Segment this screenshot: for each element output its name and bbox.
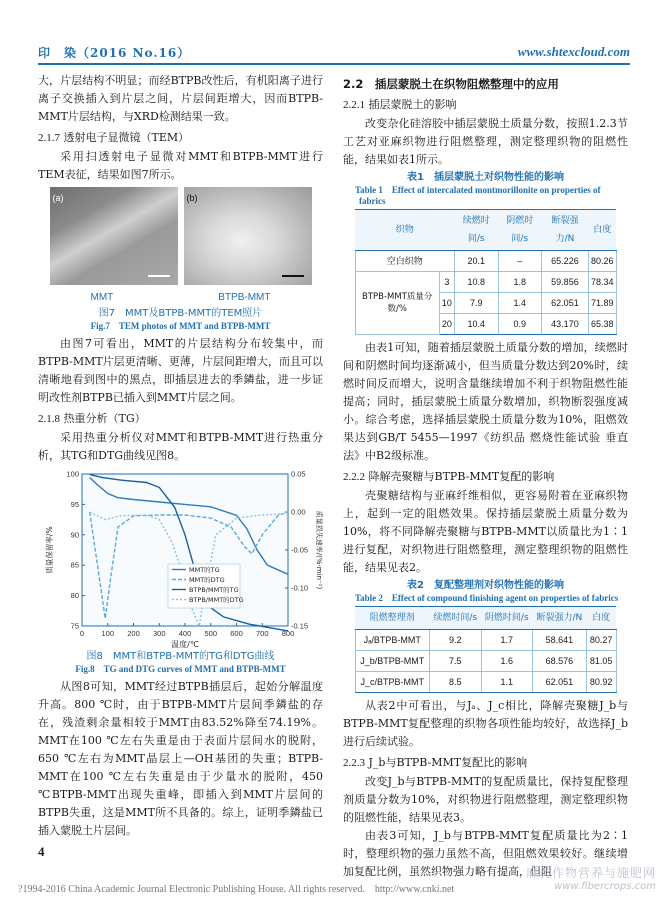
- figure-caption: 图8 MMT和BTPB-MMT的TG和DTG曲线: [86, 651, 275, 662]
- header-divider: [38, 63, 630, 65]
- table-cell: 71.89: [588, 293, 616, 314]
- panel-tag: (b): [186, 193, 198, 203]
- tem-photo-btpb-mmt: [184, 187, 312, 285]
- table-cell: –: [498, 251, 541, 272]
- section-title: J_b与BTPB-MMT复配比的影响: [368, 756, 528, 769]
- watermark-cn: 麻类作物营养与施肥网: [525, 866, 656, 880]
- table-cell: 1.6: [481, 651, 533, 672]
- y-left-tick-label: 85: [70, 560, 79, 570]
- paragraph: 大，片层结构不明显；而经BTPB改性后，有机阳离子进行离子交换插入到片层之间，片层间距增大，因而BTPB-MMT片层结构，与XRD检测结果一致。: [38, 74, 323, 123]
- y-right-tick-label: -0.10: [291, 583, 309, 593]
- table-header: 断裂强力/N: [541, 210, 588, 251]
- table-cell: 9.2: [430, 630, 482, 651]
- x-tick-label: 400: [178, 629, 192, 638]
- table-cell: 7.9: [454, 293, 498, 314]
- table-cell: 1.7: [481, 630, 533, 651]
- tem-labels: [38, 289, 323, 307]
- table-cell: 78.34: [588, 272, 616, 293]
- table-group-label: BTPB-MMT质量分数/%: [355, 272, 439, 335]
- x-tick-label: 500: [204, 629, 218, 638]
- y-left-tick-label: 75: [70, 621, 79, 631]
- paragraph: 壳聚糖结构与亚麻纤维相似，更容易附着在亚麻织物上，起到一定的阻燃效果。保持插层蒙脱土质量分数为10%，将不同降解壳聚糖与BTPB-MMT以质量比为1∶1进行复配，对织物进行阻燃整理，测定整理织物的阻燃性能，结果见表2。: [343, 489, 628, 574]
- paragraph: 由表1可知，随着插层蒙脱土质量分数的增加，续燃时间和阴燃时间均逐渐减小，但当质量分数达到20%时，续燃时间反而增大，说明含量继续增加不利于织物阻燃性能提高；同时，插层蒙脱土质量分数增加，织物断裂强度减小。综合考虑，选择插层蒙脱土质量分数为10%，阻燃效果达到GB/T 5455—1997《纺织品 燃烧性能试验 垂直法》中B2级标准。: [343, 341, 628, 462]
- table-caption: 表1 插层蒙脱土对织物性能的影响: [407, 172, 564, 183]
- legend-entry: MMT的DTG: [189, 576, 225, 584]
- section-heading: [38, 129, 323, 147]
- table-cell: 65.226: [541, 251, 588, 272]
- panel-tag: (a): [52, 193, 64, 203]
- y-right-tick-label: -0.05: [291, 545, 309, 555]
- copyright-notice: ?1994-2016 China Academic Journal Electronic Publishing House. All rights reserved. http://www.cnki.net: [18, 884, 455, 895]
- scale-bar: [282, 275, 304, 277]
- section-heading: [38, 410, 323, 428]
- table-cell: 0.9: [498, 314, 541, 335]
- y-left-tick-label: 80: [70, 591, 79, 601]
- figure-7: [38, 187, 323, 332]
- table-cell: 1.4: [498, 293, 541, 314]
- table-cell: 10.4: [454, 314, 498, 335]
- table-row: [355, 672, 616, 693]
- section-number: 2.1.7: [38, 132, 60, 144]
- table-header: 阴燃时间/s: [481, 607, 533, 630]
- section-title: 热重分析（TG）: [63, 412, 146, 425]
- paragraph: 由表3可知，J_b与BTPB-MMT复配质量比为2∶1时，整理织物的强力虽然不高，但阻燃效果较好。继续增加复配比例，虽然织物强力略有提高，但阻: [343, 829, 628, 878]
- tg-dtg-chart: [38, 468, 323, 650]
- table-cell: 81.05: [586, 651, 616, 672]
- section-number: 2.2.3: [343, 757, 365, 769]
- table-cell: 58.641: [533, 630, 587, 651]
- tg-dtg-chart-svg: [38, 468, 323, 650]
- x-tick-label: 100: [101, 629, 115, 638]
- table-cell: 7.5: [430, 651, 482, 672]
- section-number: 2.2.2: [343, 471, 365, 483]
- table-cell: 8.5: [430, 672, 482, 693]
- table-cell: 10: [439, 293, 454, 314]
- paragraph: 采用热重分析仪对MMT和BTPB-MMT进行热重分析，其TG和DTG曲线见图8。: [38, 431, 323, 462]
- table-header: 织物: [355, 210, 454, 251]
- y-right-tick-label: 0.00: [291, 507, 306, 517]
- table-cell: 1.8: [498, 272, 541, 293]
- section-heading: [343, 468, 628, 486]
- tem-label: BTPB-MMT: [218, 292, 271, 303]
- section-title: 透射电子显微镜（TEM）: [63, 131, 190, 144]
- journal-header: 印 染（2016 No.16）: [38, 46, 191, 60]
- x-tick-label: 600: [230, 629, 243, 638]
- scale-bar: [148, 275, 170, 277]
- paragraph: 从图8可知，MMT经过BTPB插层后，起始分解温度升高。800 ℃时，由于BTPB-MMT片层间季鏻盐的存在，残渣剩余量相较于MMT由83.52%降至74.19%。MMT在100 ℃左右失重是由于表面片层间水的脱附，650 ℃左右为MMT晶层上—OH基团的失重；BTPB-MMT在100 ℃左右失重是由于少量水的脱附，450 ℃BTPB-MMT出现失重峰，即插入到MMT片层间的BTPB失重，这是MMT所不具备的。综上，证明季鏻盐已插入蒙脱土片层间。: [38, 680, 323, 837]
- table-cell: 20: [439, 314, 454, 335]
- paragraph: 改变杂化硅溶胶中插层蒙脱土质量分数，按照1.2.3节工艺对亚麻织物进行阻燃整理，测定整理织物的阻燃性能，结果如表1所示。: [343, 117, 628, 166]
- table-row: [355, 651, 616, 672]
- table-caption-en: Table 1 Effect of intercalated montmorillonite on properties of fabrics: [355, 185, 601, 206]
- x-tick-label: 700: [255, 629, 269, 638]
- table-cell: J_c/BTPB-MMT: [355, 672, 430, 693]
- table-caption: 表2 复配整理剂对织物性能的影响: [407, 580, 564, 591]
- section-heading: [343, 96, 628, 114]
- figure-caption: 图7 MMT及BTPB-MMT的TEM照片: [98, 308, 263, 319]
- table-cell: 80.26: [588, 251, 616, 272]
- legend-entry: BTPB/MMT的TG: [189, 586, 239, 594]
- table-cell: 65.38: [588, 314, 616, 335]
- table-cell: 62.051: [533, 672, 587, 693]
- table-cell: 20.1: [454, 251, 498, 272]
- table-row: [355, 630, 616, 651]
- figure-caption-en: Fig.7 TEM photos of MMT and BTPB-MMT: [90, 321, 271, 331]
- figure-8: [38, 468, 323, 675]
- x-axis-label: 温度/℃: [171, 640, 199, 649]
- x-tick-label: 0: [79, 629, 85, 638]
- site-watermark: [526, 864, 656, 892]
- section-number: 2.2.1: [343, 99, 365, 111]
- table-cell: J_b/BTPB-MMT: [355, 651, 430, 672]
- table-header: 续燃时间/s: [454, 210, 498, 251]
- table-cell: Jₐ/BTPB-MMT: [355, 630, 430, 651]
- table-row: [355, 251, 616, 272]
- y-left-tick-label: 90: [70, 530, 79, 540]
- table-header: 白度: [586, 607, 616, 630]
- y-left-tick-label: 95: [70, 499, 79, 509]
- section-number: 2.1.8: [38, 413, 60, 425]
- section-title: 插层蒙脱土的影响: [368, 98, 457, 111]
- table-1: [355, 209, 617, 335]
- table-cell: 43.170: [541, 314, 588, 335]
- watermark-en: www.fibercrops.com: [554, 881, 656, 892]
- x-tick-label: 300: [152, 629, 166, 638]
- paragraph: 改变J_b与BTPB-MMT的复配质量比，保持复配整理剂质量分数为10%，对织物进行阻燃整理，测定整理织物的阻燃性能，结果见表3。: [343, 775, 628, 824]
- paragraph: 采用扫透射电子显微对MMT和BTPB-MMT进行TEM表征，结果如图7所示。: [38, 150, 323, 181]
- table-cell: 3: [439, 272, 454, 293]
- table-cell: 68.576: [533, 651, 587, 672]
- y-right-tick-label: 0.05: [291, 469, 306, 479]
- x-tick-label: 200: [127, 629, 140, 638]
- table-header: 阻燃整理剂: [355, 607, 430, 630]
- table-cell: 62.051: [541, 293, 588, 314]
- table-cell: 80.27: [586, 630, 616, 651]
- table-row: [355, 272, 616, 293]
- x-tick-label: 800: [281, 629, 295, 638]
- legend-entry: MMT的TG: [189, 566, 220, 574]
- y-right-tick-label: -0.15: [291, 621, 309, 631]
- y-left-axis-label: 质量保留率/%: [45, 526, 54, 574]
- y-right-axis-label: 质量损失速率/(%·min⁻¹): [315, 510, 323, 590]
- right-column: [343, 72, 628, 881]
- y-left-tick-label: 100: [66, 469, 79, 479]
- table-header: 断裂强力/N: [533, 607, 587, 630]
- section-heading: [343, 754, 628, 772]
- table-header: 续燃时间/s: [430, 607, 482, 630]
- legend-entry: BTPB/MMT的DTG: [189, 596, 244, 604]
- section-heading: 2.2 插层蒙脱土在织物阻燃整理中的应用: [343, 77, 559, 91]
- table-cell: 80.92: [586, 672, 616, 693]
- paragraph: 从表2中可看出，与Jₐ、J_c相比，降解壳聚糖J_b与BTPB-MMT复配整理的织物各项性能均较好，故选择J_b进行后续试验。: [343, 699, 628, 748]
- tem-label: MMT: [90, 292, 114, 303]
- table-cell: 10.8: [454, 272, 498, 293]
- tem-photo-mmt: [50, 187, 178, 285]
- table-header: 阴燃时间/s: [498, 210, 541, 251]
- left-column: [38, 72, 323, 840]
- journal-website: www.shtexcloud.com: [517, 44, 630, 59]
- table-caption-en: Table 2 Effect of compound finishing agent on properties of fabrics: [355, 593, 619, 603]
- paragraph: 由图7可看出，MMT的片层结构分布较集中，而BTPB-MMT片层更清晰、更薄，片层间距增大，而且可以清晰地看到图中的黑点，即插层进去的季鏻盐，进一步证明改性剂BTPB已插入到MMT片层之间。: [38, 337, 323, 404]
- figure-caption-en: Fig.8 TG and DTG curves of MMT and BTPB-MMT: [75, 664, 286, 674]
- table-cell: 1.1: [481, 672, 533, 693]
- table-2: [355, 606, 617, 693]
- tem-photos: [38, 187, 323, 285]
- table-cell: 空白织物: [355, 251, 454, 272]
- section-title: 降解壳聚糖与BTPB-MMT复配的影响: [368, 470, 555, 483]
- table-header: 白度: [588, 210, 616, 251]
- page-number: 4: [38, 844, 45, 859]
- table-cell: 59.856: [541, 272, 588, 293]
